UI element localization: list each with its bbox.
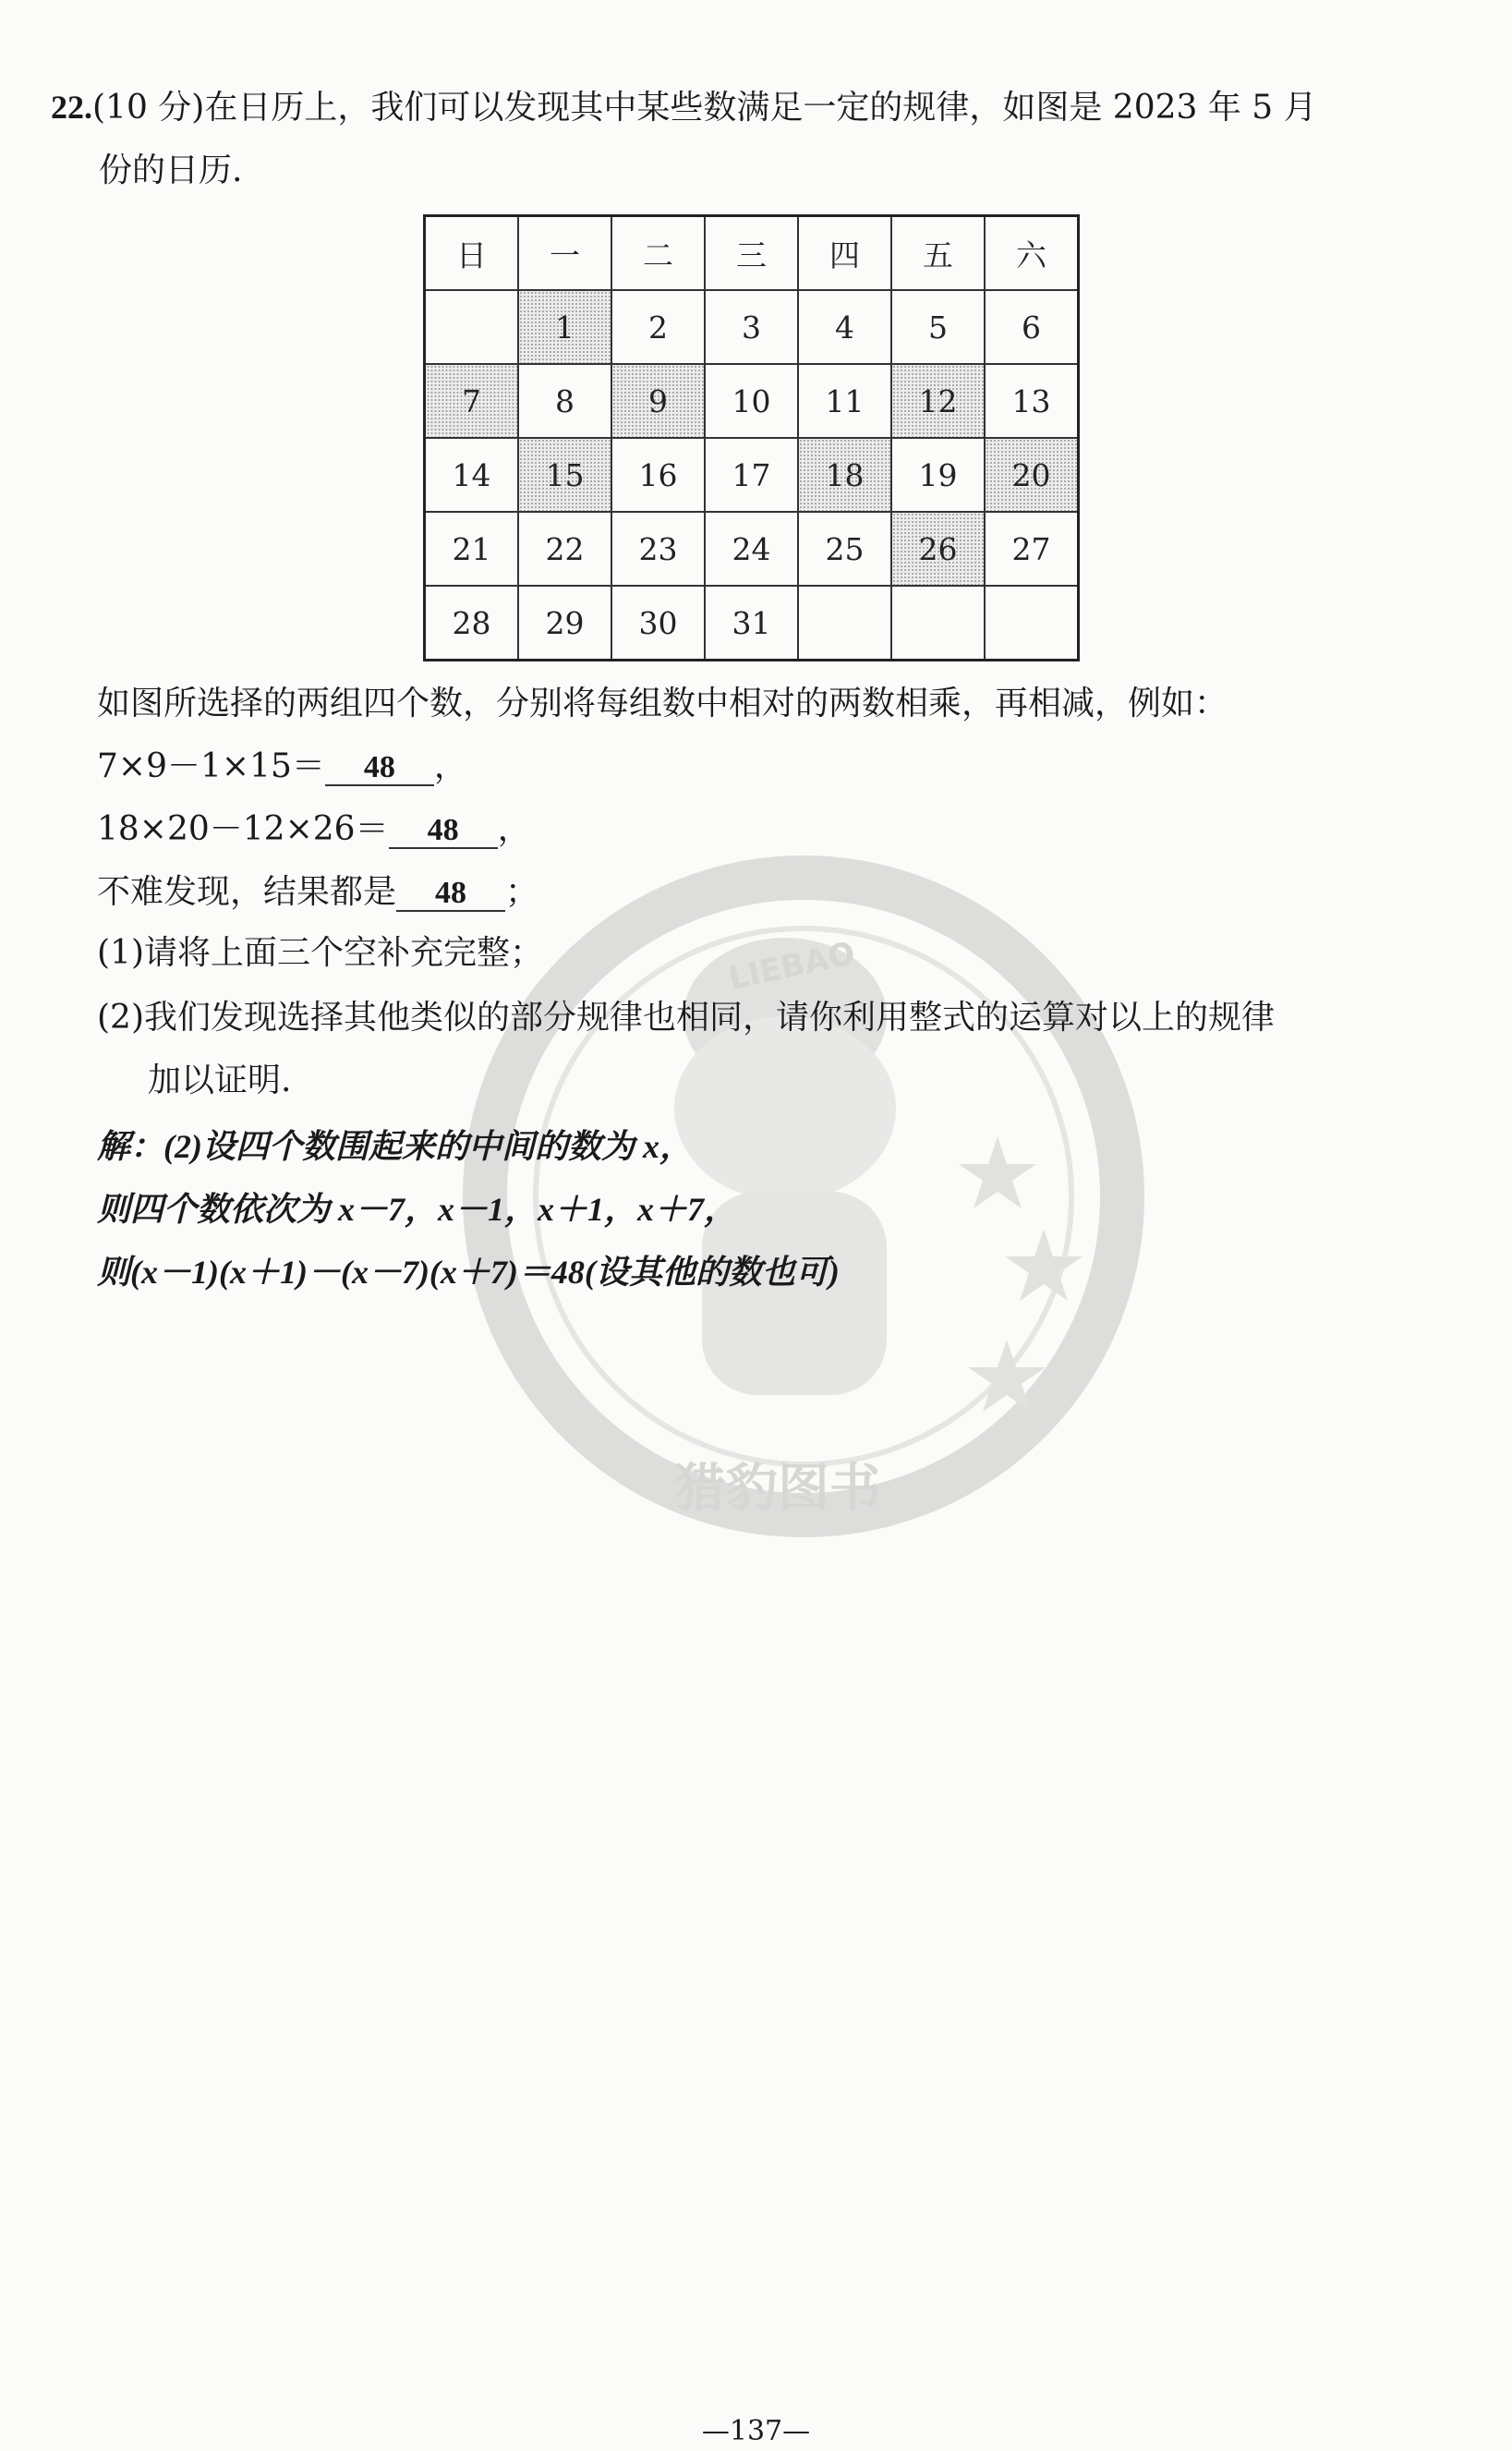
page-number: —137— [701, 2415, 811, 2447]
calendar-week-row [425, 438, 1079, 512]
calendar-day-cell: 8 [518, 364, 611, 438]
calendar-header-cell: 二 [611, 216, 705, 291]
calendar-day-cell: 21 [425, 512, 519, 586]
solution-line-2: 则四个数依次为 x－7，x－1，x＋1，x＋7， [97, 1191, 738, 1228]
question-line-1 [51, 88, 1317, 127]
calendar-week-row [425, 512, 1079, 586]
calendar-day-cell: 10 [705, 364, 798, 438]
part-2-line-1: (2)我们发现选择其他类似的部分规律也相同，请你利用整式的运算对以上的规律 [97, 999, 1275, 1037]
calendar-week-row [425, 586, 1079, 661]
calendar-day-cell: 19 [891, 438, 985, 512]
calendar-header-cell: 五 [891, 216, 985, 291]
question-points: (10 分) [92, 89, 205, 127]
equation-2 [97, 809, 531, 849]
calendar-day-cell: 2 [611, 290, 705, 364]
calendar-day-cell: 20 [985, 438, 1079, 512]
calendar-day-cell: 27 [985, 512, 1079, 586]
calendar-day-cell: 26 [891, 512, 985, 586]
calendar-day-cell: 6 [985, 290, 1079, 364]
calendar-day-cell: 1 [518, 290, 611, 364]
calendar-day-cell: 4 [798, 290, 891, 364]
calendar-day-cell: 14 [425, 438, 519, 512]
calendar-day-cell: 9 [611, 364, 705, 438]
equation-2-end: ， [497, 810, 531, 848]
explain-line: 如图所选择的两组四个数，分别将每组数中相对的两数相乘，再相减，例如： [97, 685, 1228, 722]
calendar-header-cell: 日 [425, 216, 519, 291]
calendar-header-cell: 六 [985, 216, 1079, 291]
calendar-day-cell: 31 [705, 586, 798, 661]
equation-1 [97, 746, 467, 786]
calendar-day-cell: 13 [985, 364, 1079, 438]
equation-2-text: 18×20－12×26＝ [97, 810, 389, 848]
equation-2-answer: 48 [389, 813, 498, 849]
solution-line-3: 则(x－1)(x＋1)－(x－7)(x＋7)＝48(设其他的数也可) [97, 1254, 840, 1291]
calendar-header-cell: 一 [518, 216, 611, 291]
calendar-day-cell: 7 [425, 364, 519, 438]
calendar-day-cell: 24 [705, 512, 798, 586]
equation-3-text: 不难发现，结果都是 [97, 873, 397, 911]
star-icon [959, 1136, 1036, 1208]
calendar-day-cell: 17 [705, 438, 798, 512]
calendar-day-cell [985, 586, 1079, 661]
equation-1-end: ， [433, 747, 467, 785]
calendar-day-cell: 29 [518, 586, 611, 661]
calendar-day-cell: 25 [798, 512, 891, 586]
calendar-day-cell: 12 [891, 364, 985, 438]
equation-1-answer: 48 [325, 750, 434, 786]
equation-3-end: ； [505, 873, 539, 911]
calendar-day-cell: 18 [798, 438, 891, 512]
part-1: (1)请将上面三个空补充完整； [97, 934, 543, 972]
mascot-head [674, 1016, 896, 1201]
calendar-week-row [425, 290, 1079, 364]
seal-text-top: LIEBAO [725, 934, 859, 998]
calendar-day-cell [425, 290, 519, 364]
calendar-table [423, 214, 1080, 661]
solution-line-1: 解：(2)设四个数围起来的中间的数为 x， [97, 1128, 693, 1165]
question-line-2: 份的日历. [99, 152, 243, 189]
calendar-day-cell: 22 [518, 512, 611, 586]
calendar-day-cell [891, 586, 985, 661]
equation-3-answer: 48 [396, 876, 505, 912]
part-2-line-2: 加以证明. [148, 1062, 292, 1099]
calendar-day-cell: 3 [705, 290, 798, 364]
calendar-week-row [425, 364, 1079, 438]
calendar-header-cell: 四 [798, 216, 891, 291]
calendar-day-cell [798, 586, 891, 661]
question-intro: 在日历上，我们可以发现其中某些数满足一定的规律，如图是 2023 年 5 月 [204, 89, 1317, 127]
question-number: 22. [51, 89, 92, 126]
star-icon [1005, 1229, 1083, 1301]
seal-text-bottom: 猎豹图书 [674, 1459, 881, 1519]
calendar-day-cell: 16 [611, 438, 705, 512]
calendar-header-cell: 三 [705, 216, 798, 291]
calendar-day-cell: 28 [425, 586, 519, 661]
equation-1-text: 7×9－1×15＝ [97, 747, 325, 785]
calendar-day-cell: 23 [611, 512, 705, 586]
calendar-day-cell: 11 [798, 364, 891, 438]
calendar-day-cell: 15 [518, 438, 611, 512]
calendar-header-row [425, 216, 1079, 291]
calendar-day-cell: 5 [891, 290, 985, 364]
equation-3 [97, 872, 538, 912]
calendar-day-cell: 30 [611, 586, 705, 661]
